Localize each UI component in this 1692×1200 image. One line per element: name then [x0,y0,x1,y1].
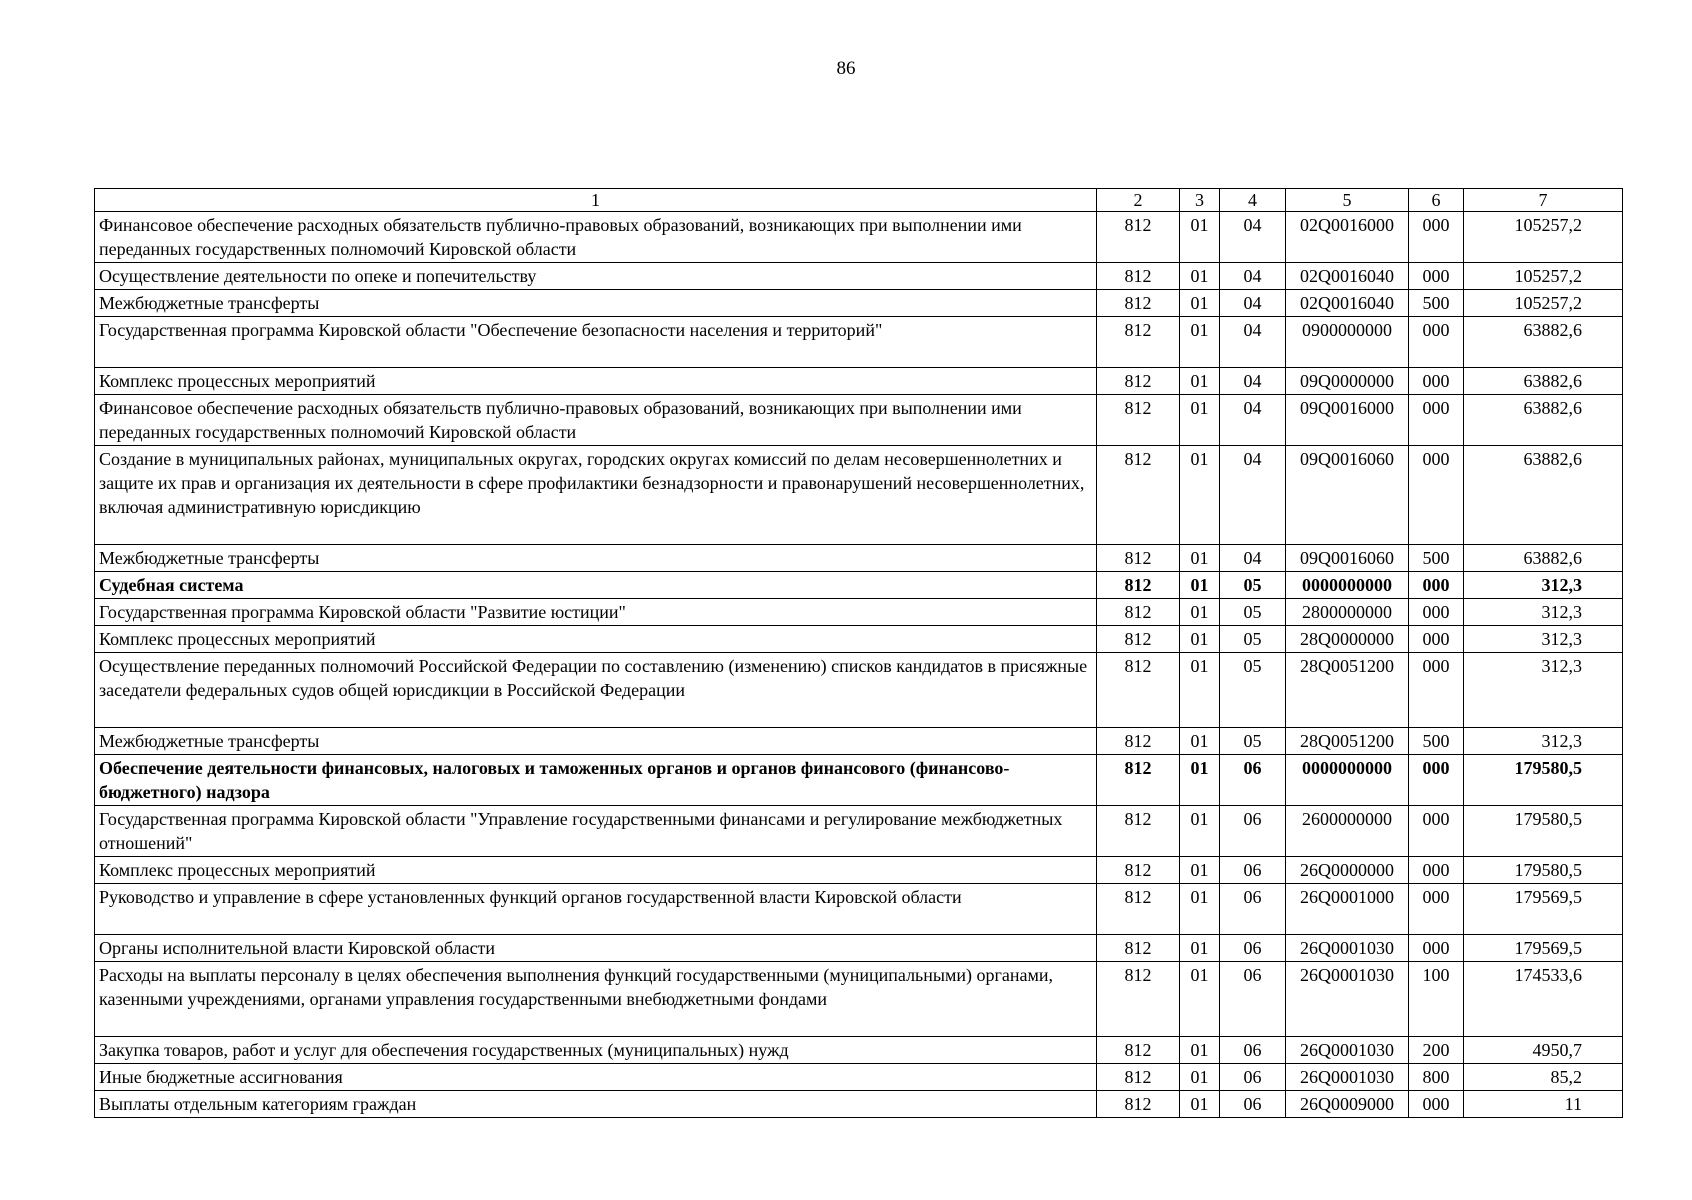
row-code-admin-cell: 812 [1097,395,1180,446]
row-subsection-cell: 04 [1220,290,1286,317]
row-name-cell: Комплекс процессных мероприятий [95,626,1097,653]
row-subsection-cell: 06 [1220,806,1286,857]
row-name-cell: Комплекс процессных мероприятий [95,368,1097,395]
row-subsection-cell: 06 [1220,1091,1286,1118]
row-section-cell: 01 [1180,935,1220,962]
table-row [95,653,1623,728]
table-row [95,857,1623,884]
row-expense-type-cell: 500 [1409,728,1464,755]
row-section-cell: 01 [1180,368,1220,395]
row-target-article-cell: 26Q0001000 [1286,884,1409,935]
row-target-article-cell: 09Q0016000 [1286,395,1409,446]
row-subsection-cell: 04 [1220,545,1286,572]
row-section-cell: 01 [1180,857,1220,884]
row-subsection-cell: 05 [1220,626,1286,653]
row-target-article-cell: 09Q0016060 [1286,545,1409,572]
row-target-article-cell: 26Q0001030 [1286,962,1409,1037]
table-body [95,189,1623,1118]
row-expense-type-cell: 000 [1409,857,1464,884]
row-amount-cell: 63882,6 [1464,368,1623,395]
row-amount-cell: 179580,5 [1464,857,1623,884]
row-target-article-cell: 02Q0016040 [1286,263,1409,290]
row-code-admin-cell: 812 [1097,212,1180,263]
row-section-cell: 01 [1180,317,1220,368]
row-target-article-cell: 26Q0009000 [1286,1091,1409,1118]
row-target-article-cell: 0000000000 [1286,572,1409,599]
row-expense-type-cell: 800 [1409,1064,1464,1091]
row-subsection-cell: 06 [1220,857,1286,884]
row-code-admin-cell: 812 [1097,857,1180,884]
row-name-cell: Закупка товаров, работ и услуг для обеспечения государственных (муниципальных) нужд [95,1037,1097,1064]
column-header: 2 [1097,189,1180,212]
row-expense-type-cell: 000 [1409,653,1464,728]
table-row [95,368,1623,395]
row-section-cell: 01 [1180,263,1220,290]
table-row [95,212,1623,263]
table-row [95,884,1623,935]
row-expense-type-cell: 000 [1409,263,1464,290]
row-amount-cell: 312,3 [1464,728,1623,755]
row-target-article-cell: 0900000000 [1286,317,1409,368]
table-row [95,446,1623,545]
column-header: 6 [1409,189,1464,212]
row-name-cell: Обеспечение деятельности финансовых, налоговых и таможенных органов и органов финансового (финансово-бюджетного) надзора [95,755,1097,806]
row-name-cell: Финансовое обеспечение расходных обязательств публично-правовых образований, возникающих при выполнении ими переданных государственных полномочий Кировской области [95,395,1097,446]
row-name-cell: Межбюджетные трансферты [95,290,1097,317]
table-row [95,545,1623,572]
row-subsection-cell: 06 [1220,884,1286,935]
row-target-article-cell: 26Q0000000 [1286,857,1409,884]
row-section-cell: 01 [1180,212,1220,263]
row-code-admin-cell: 812 [1097,755,1180,806]
table-row [95,1064,1623,1091]
row-section-cell: 01 [1180,962,1220,1037]
row-code-admin-cell: 812 [1097,728,1180,755]
row-section-cell: 01 [1180,1037,1220,1064]
row-subsection-cell: 06 [1220,755,1286,806]
row-name-cell: Межбюджетные трансферты [95,728,1097,755]
table-row [95,728,1623,755]
table-row [95,290,1623,317]
row-name-cell: Осуществление деятельности по опеке и попечительству [95,263,1097,290]
row-name-cell: Государственная программа Кировской области "Управление государственными финансами и регулирование межбюджетных отношений" [95,806,1097,857]
row-name-cell: Судебная система [95,572,1097,599]
row-section-cell: 01 [1180,395,1220,446]
row-section-cell: 01 [1180,1091,1220,1118]
column-header: 1 [95,189,1097,212]
row-expense-type-cell: 500 [1409,545,1464,572]
row-amount-cell: 63882,6 [1464,545,1623,572]
row-code-admin-cell: 812 [1097,317,1180,368]
row-expense-type-cell: 000 [1409,935,1464,962]
row-code-admin-cell: 812 [1097,572,1180,599]
row-subsection-cell: 05 [1220,653,1286,728]
row-subsection-cell: 05 [1220,728,1286,755]
table-row [95,263,1623,290]
row-amount-cell: 105257,2 [1464,290,1623,317]
row-name-cell: Органы исполнительной власти Кировской области [95,935,1097,962]
row-name-cell: Государственная программа Кировской области "Развитие юстиции" [95,599,1097,626]
row-section-cell: 01 [1180,599,1220,626]
row-expense-type-cell: 000 [1409,626,1464,653]
table-row [95,599,1623,626]
column-header: 7 [1464,189,1623,212]
row-target-article-cell: 2600000000 [1286,806,1409,857]
row-subsection-cell: 04 [1220,263,1286,290]
row-expense-type-cell: 500 [1409,290,1464,317]
row-target-article-cell: 28Q0051200 [1286,728,1409,755]
row-expense-type-cell: 000 [1409,755,1464,806]
row-target-article-cell: 02Q0016000 [1286,212,1409,263]
row-target-article-cell: 28Q0000000 [1286,626,1409,653]
row-code-admin-cell: 812 [1097,962,1180,1037]
header-row [95,189,1623,212]
row-code-admin-cell: 812 [1097,446,1180,545]
table-row [95,755,1623,806]
row-section-cell: 01 [1180,626,1220,653]
row-code-admin-cell: 812 [1097,806,1180,857]
row-section-cell: 01 [1180,806,1220,857]
row-expense-type-cell: 000 [1409,1091,1464,1118]
row-section-cell: 01 [1180,545,1220,572]
row-code-admin-cell: 812 [1097,1091,1180,1118]
row-section-cell: 01 [1180,728,1220,755]
row-subsection-cell: 04 [1220,212,1286,263]
row-section-cell: 01 [1180,755,1220,806]
row-name-cell: Осуществление переданных полномочий Российской Федерации по составлению (изменению) списков кандидатов в присяжные заседатели федеральных судов общей юрисдикции в Российской Федерации [95,653,1097,728]
row-section-cell: 01 [1180,446,1220,545]
table-row [95,935,1623,962]
row-target-article-cell: 0000000000 [1286,755,1409,806]
row-amount-cell: 174533,6 [1464,962,1623,1037]
row-section-cell: 01 [1180,1064,1220,1091]
row-amount-cell: 63882,6 [1464,395,1623,446]
row-expense-type-cell: 000 [1409,446,1464,545]
row-expense-type-cell: 200 [1409,1037,1464,1064]
row-subsection-cell: 05 [1220,599,1286,626]
row-section-cell: 01 [1180,884,1220,935]
row-amount-cell: 105257,2 [1464,263,1623,290]
row-amount-cell: 105257,2 [1464,212,1623,263]
row-code-admin-cell: 812 [1097,935,1180,962]
row-subsection-cell: 05 [1220,572,1286,599]
row-code-admin-cell: 812 [1097,545,1180,572]
row-target-article-cell: 09Q0016060 [1286,446,1409,545]
column-header: 4 [1220,189,1286,212]
row-target-article-cell: 02Q0016040 [1286,290,1409,317]
row-code-admin-cell: 812 [1097,884,1180,935]
table-row [95,395,1623,446]
row-amount-cell: 312,3 [1464,572,1623,599]
row-subsection-cell: 06 [1220,935,1286,962]
row-expense-type-cell: 100 [1409,962,1464,1037]
row-amount-cell: 63882,6 [1464,317,1623,368]
row-amount-cell: 85,2 [1464,1064,1623,1091]
table-row [95,1091,1623,1118]
row-expense-type-cell: 000 [1409,212,1464,263]
row-amount-cell: 179580,5 [1464,806,1623,857]
row-name-cell: Межбюджетные трансферты [95,545,1097,572]
row-name-cell: Комплекс процессных мероприятий [95,857,1097,884]
row-code-admin-cell: 812 [1097,653,1180,728]
row-expense-type-cell: 000 [1409,884,1464,935]
column-header: 5 [1286,189,1409,212]
row-name-cell: Расходы на выплаты персоналу в целях обеспечения выполнения функций государственными (муниципальными) органами, казенными учреждениями, органами управления государственными внебюджетными фондами [95,962,1097,1037]
row-amount-cell: 312,3 [1464,626,1623,653]
row-code-admin-cell: 812 [1097,1064,1180,1091]
row-code-admin-cell: 812 [1097,599,1180,626]
row-code-admin-cell: 812 [1097,368,1180,395]
row-expense-type-cell: 000 [1409,368,1464,395]
row-amount-cell: 179580,5 [1464,755,1623,806]
row-name-cell: Финансовое обеспечение расходных обязательств публично-правовых образований, возникающих при выполнении ими переданных государственных полномочий Кировской области [95,212,1097,263]
row-target-article-cell: 09Q0000000 [1286,368,1409,395]
row-code-admin-cell: 812 [1097,263,1180,290]
row-amount-cell: 63882,6 [1464,446,1623,545]
row-target-article-cell: 26Q0001030 [1286,935,1409,962]
row-amount-cell: 179569,5 [1464,935,1623,962]
row-section-cell: 01 [1180,572,1220,599]
row-subsection-cell: 06 [1220,1037,1286,1064]
table-row [95,572,1623,599]
row-code-admin-cell: 812 [1097,626,1180,653]
row-expense-type-cell: 000 [1409,395,1464,446]
row-amount-cell: 312,3 [1464,653,1623,728]
row-target-article-cell: 26Q0001030 [1286,1064,1409,1091]
row-subsection-cell: 06 [1220,962,1286,1037]
row-expense-type-cell: 000 [1409,572,1464,599]
row-name-cell: Государственная программа Кировской области "Обеспечение безопасности населения и территорий" [95,317,1097,368]
row-name-cell: Иные бюджетные ассигнования [95,1064,1097,1091]
table-row [95,626,1623,653]
row-subsection-cell: 04 [1220,395,1286,446]
row-subsection-cell: 04 [1220,446,1286,545]
row-section-cell: 01 [1180,653,1220,728]
row-expense-type-cell: 000 [1409,317,1464,368]
column-header: 3 [1180,189,1220,212]
row-expense-type-cell: 000 [1409,599,1464,626]
row-subsection-cell: 04 [1220,317,1286,368]
row-amount-cell: 312,3 [1464,599,1623,626]
row-code-admin-cell: 812 [1097,290,1180,317]
row-amount-cell: 11 [1464,1091,1623,1118]
row-target-article-cell: 28Q0051200 [1286,653,1409,728]
row-target-article-cell: 26Q0001030 [1286,1037,1409,1064]
table-row [95,317,1623,368]
table-row [95,962,1623,1037]
budget-table [94,188,1623,1118]
row-code-admin-cell: 812 [1097,1037,1180,1064]
row-expense-type-cell: 000 [1409,806,1464,857]
row-amount-cell: 4950,7 [1464,1037,1623,1064]
row-name-cell: Создание в муниципальных районах, муниципальных округах, городских округах комиссий по делам несовершеннолетних и защите их прав и организация их деятельности в сфере профилактики безнадзорности и правонарушений несовершеннолетних, включая административную юрисдикцию [95,446,1097,545]
row-name-cell: Руководство и управление в сфере установленных функций органов государственной власти Кировской области [95,884,1097,935]
table-row [95,806,1623,857]
row-section-cell: 01 [1180,290,1220,317]
table-row [95,1037,1623,1064]
row-amount-cell: 179569,5 [1464,884,1623,935]
row-name-cell: Выплаты отдельным категориям граждан [95,1091,1097,1118]
row-target-article-cell: 2800000000 [1286,599,1409,626]
page-number: 86 [836,58,856,79]
row-subsection-cell: 06 [1220,1064,1286,1091]
row-subsection-cell: 04 [1220,368,1286,395]
